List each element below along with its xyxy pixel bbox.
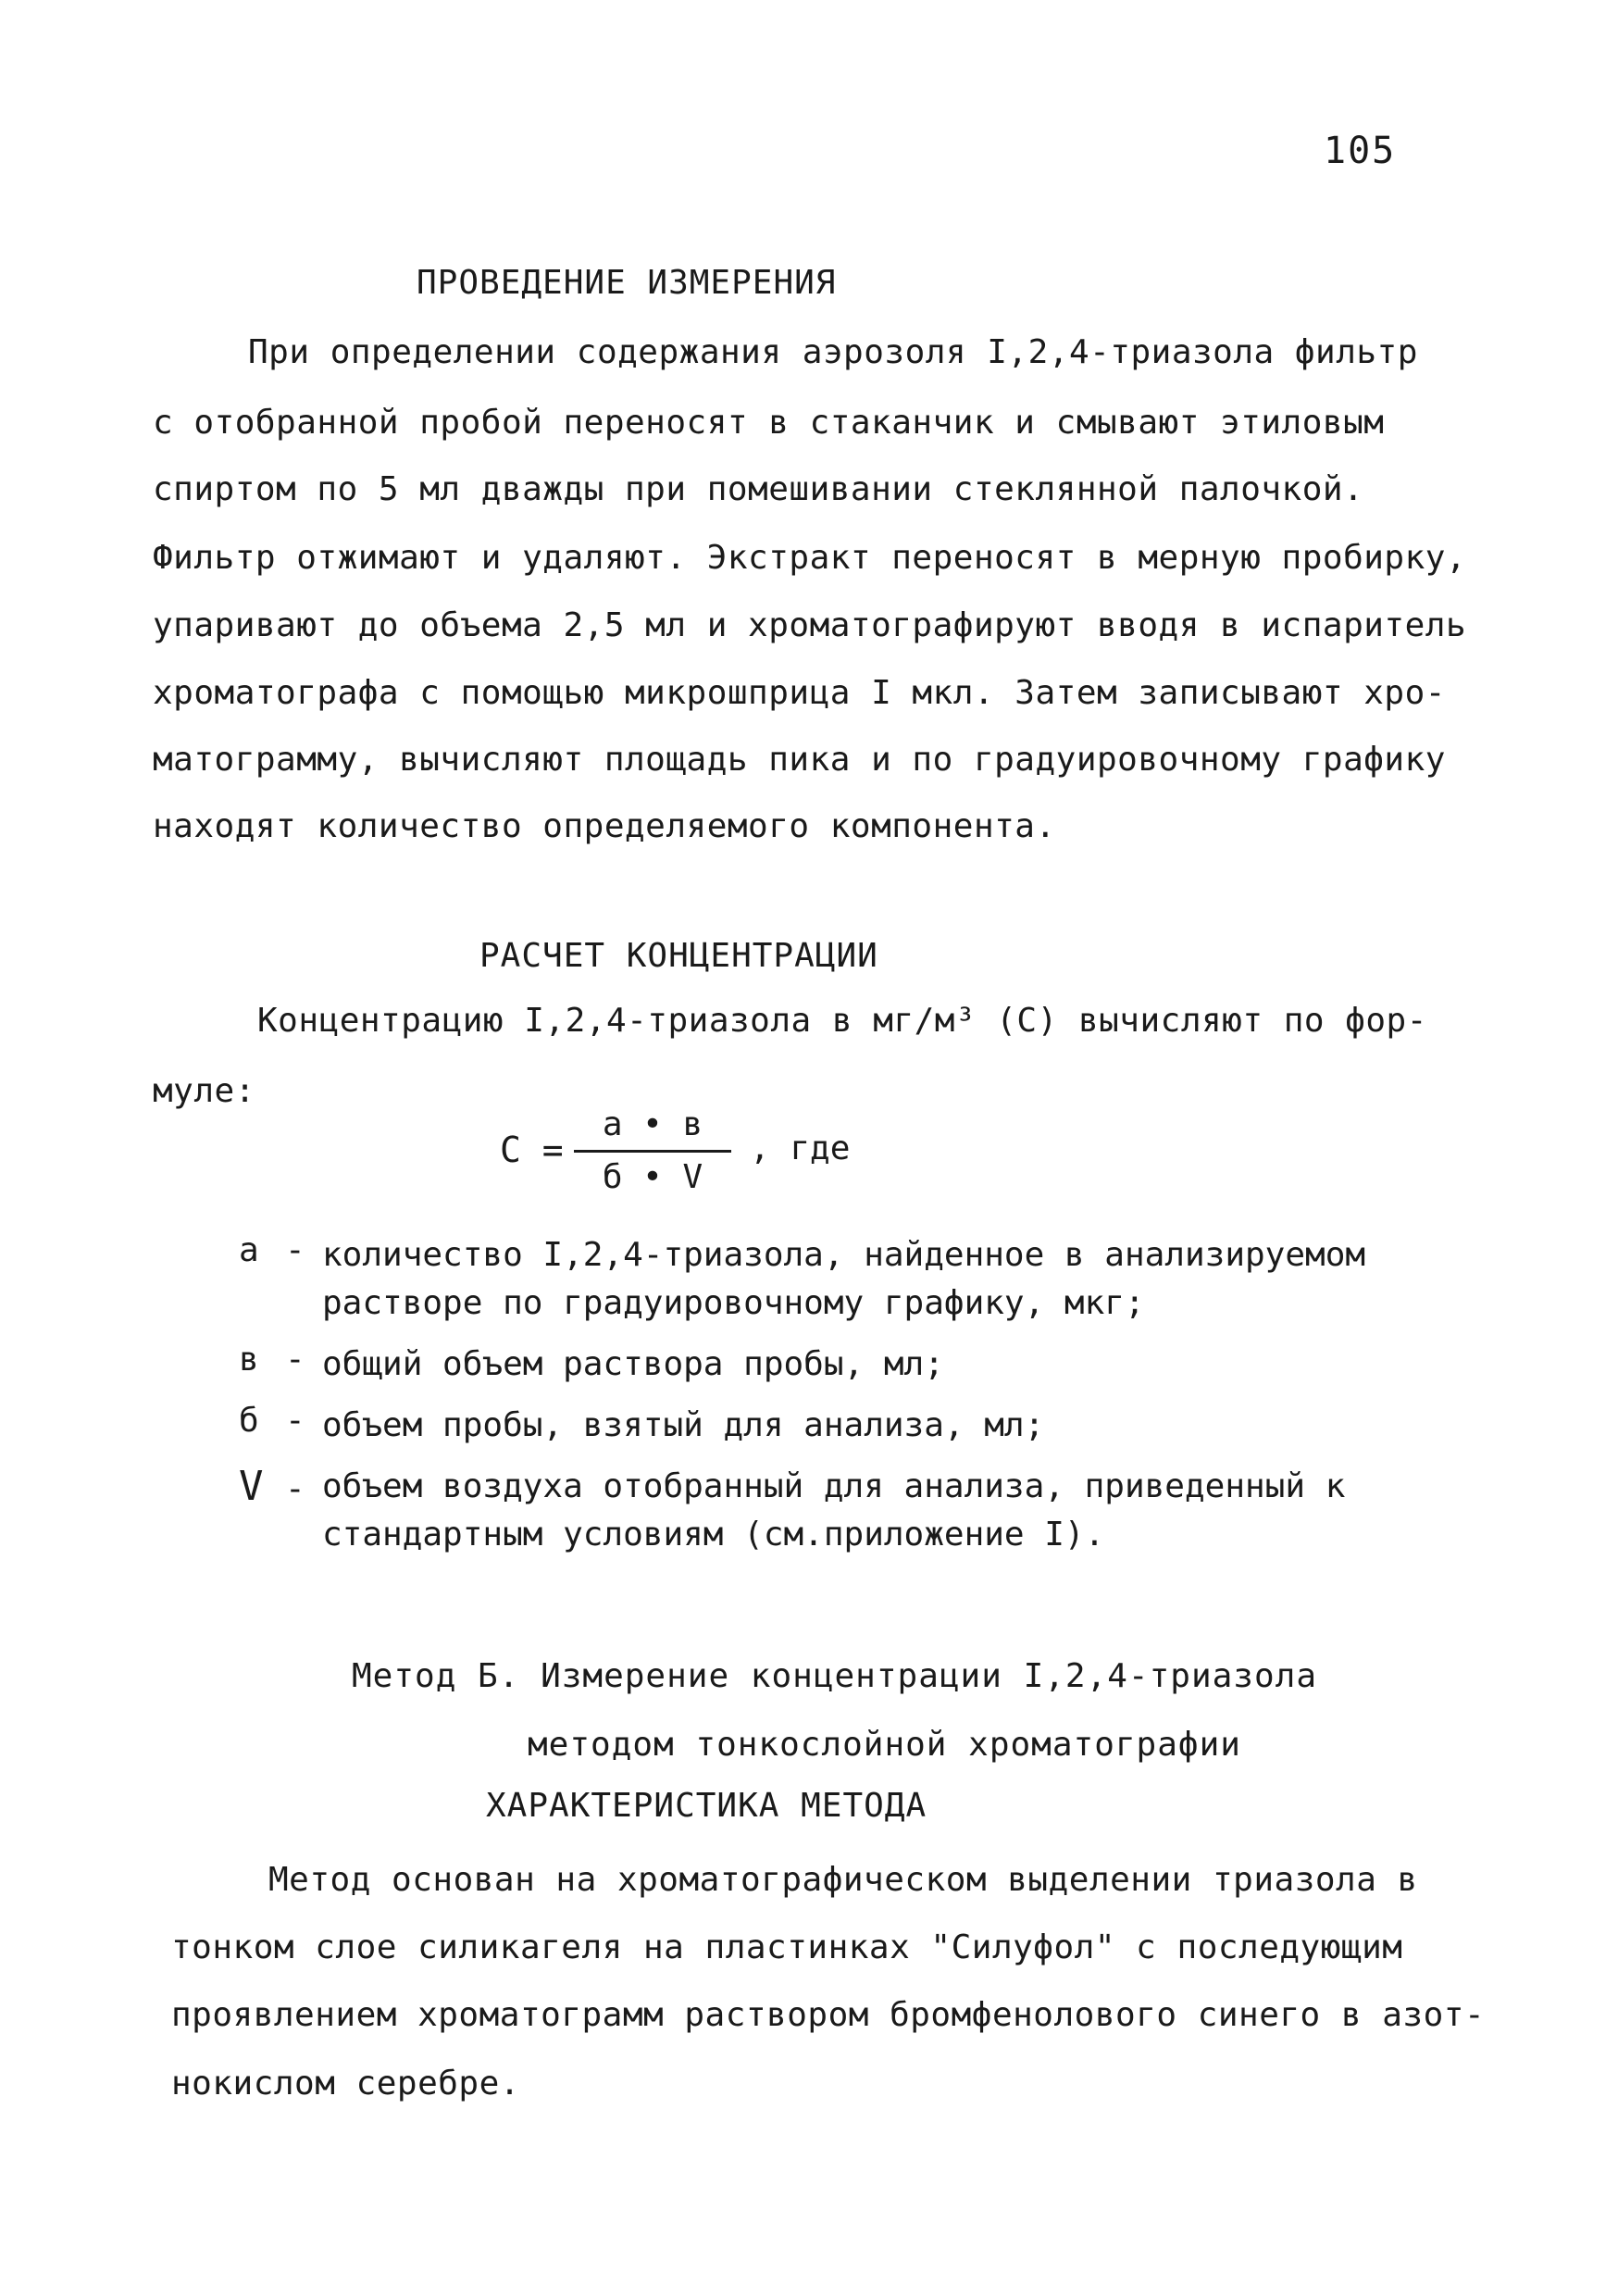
definition-dash: - xyxy=(285,1402,305,1440)
paragraph-line: матограмму, вычисляют площадь пика и по градуировочному графику xyxy=(153,741,1446,779)
concentration-formula xyxy=(500,1102,963,1231)
section-heading-calculation: РАСЧЕТ КОНЦЕНТРАЦИИ xyxy=(479,937,878,975)
definition-dash: - xyxy=(285,1341,305,1379)
formula-denominator: б • V xyxy=(602,1158,703,1196)
definition-item xyxy=(239,1463,1442,1559)
definition-item xyxy=(239,1402,1442,1450)
formula-lhs: С = xyxy=(500,1129,564,1170)
definition-symbol: б xyxy=(239,1402,259,1440)
method-title-line: методом тонкослойной хроматографии xyxy=(528,1726,1241,1764)
definition-text: объем пробы, взятый для анализа, мл; xyxy=(322,1406,1045,1444)
page-number: 105 xyxy=(1324,130,1397,172)
paragraph-line: Метод основан на хроматографическом выделении триазола в xyxy=(268,1861,1418,1899)
paragraph-line: спиртом по 5 мл дважды при помешивании стеклянной палочкой. xyxy=(153,470,1364,508)
paragraph-line: с отобранной пробой переносят в стаканчик и смывают этиловым xyxy=(153,404,1385,442)
definition-symbol: V xyxy=(239,1463,264,1510)
formula-rhs: , где xyxy=(750,1129,851,1167)
definition-text: общий объем раствора пробы, мл; xyxy=(322,1345,944,1383)
definition-symbol: в xyxy=(239,1341,259,1379)
formula-numerator: а • в xyxy=(602,1105,703,1143)
paragraph-line: При определении содержания аэрозоля I,2,4-триазола фильтр xyxy=(248,333,1418,371)
definition-item xyxy=(239,1341,1442,1389)
definitions-list xyxy=(239,1231,1442,1572)
paragraph-line: Концентрацию I,2,4-триазола в мг/м³ (С) вычисляют по фор- xyxy=(257,1002,1427,1040)
paragraph-line: муле: xyxy=(153,1072,255,1110)
definition-item xyxy=(239,1231,1442,1328)
paragraph-line: нокислом серебре. xyxy=(171,2065,520,2103)
paragraph-line: проявлением хроматограмм раствором бромфенолового синего в азот- xyxy=(171,1996,1486,2034)
formula-fraction xyxy=(574,1102,731,1201)
definition-dash: - xyxy=(285,1231,305,1269)
paragraph-line: тонком слое силикагеля на пластинках "Силуфол" с последующим xyxy=(171,1928,1403,1966)
definition-text: количество I,2,4-триазола, найденное в анализируемом растворе по градуировочному графику, мкг; xyxy=(322,1236,1366,1322)
method-title-line: Метод Б. Измерение концентрации I,2,4-триазола xyxy=(352,1657,1317,1695)
paragraph-line: Фильтр отжимают и удаляют. Экстракт переносят в мерную пробирку, xyxy=(153,539,1467,577)
section-heading-measurement: ПРОВЕДЕНИЕ ИЗМЕРЕНИЯ xyxy=(417,264,837,302)
definition-symbol: а xyxy=(239,1231,259,1269)
definition-dash: - xyxy=(285,1470,305,1508)
paragraph-line: находят количество определяемого компонента. xyxy=(153,807,1056,845)
fraction-bar xyxy=(574,1150,731,1153)
definition-text: объем воздуха отобранный для анализа, приведенный к стандартным условиям (см.приложение I). xyxy=(322,1467,1346,1554)
section-heading-characteristic: ХАРАКТЕРИСТИКА МЕТОДА xyxy=(486,1787,927,1825)
paragraph-line: упаривают до объема 2,5 мл и хроматографируют вводя в испаритель xyxy=(153,606,1467,644)
paragraph-line: хроматографа с помощью микрошприца I мкл. Затем записывают хро- xyxy=(153,674,1446,712)
